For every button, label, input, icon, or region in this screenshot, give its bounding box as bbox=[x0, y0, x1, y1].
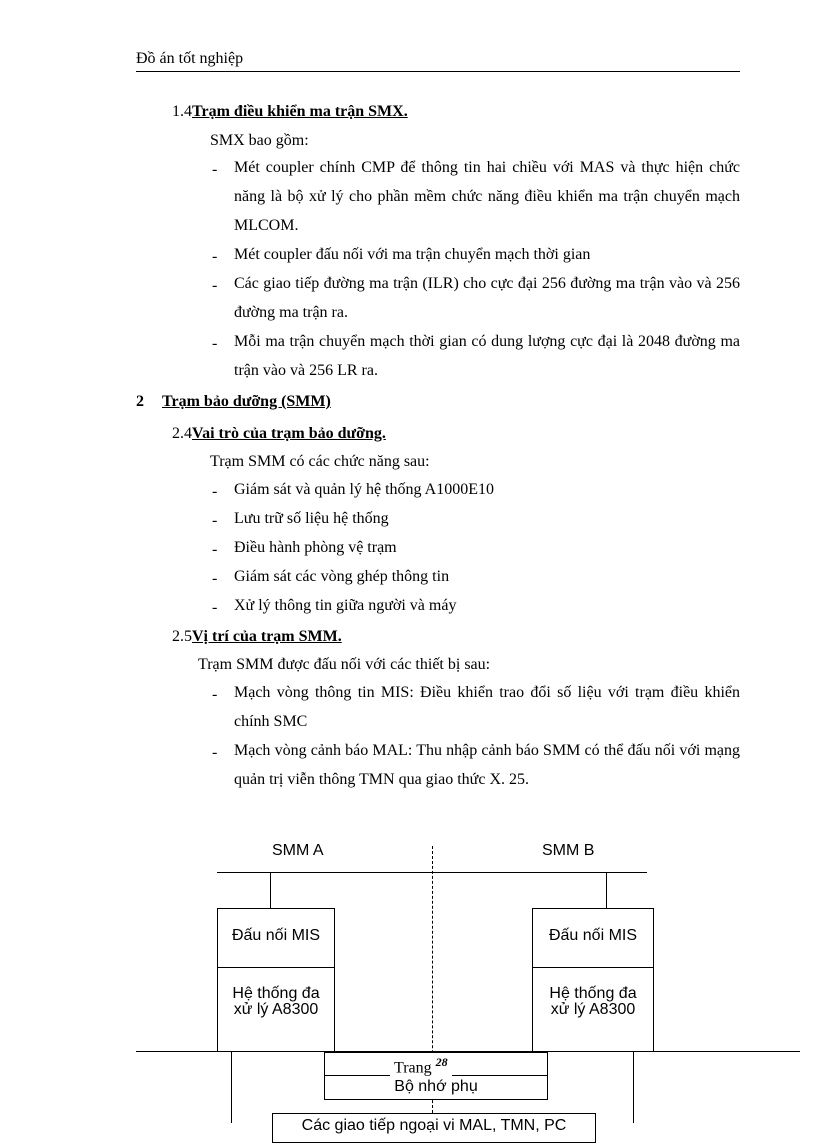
footer-rule bbox=[136, 1051, 800, 1052]
section-title: Vai trò của trạm bảo dưỡng. bbox=[192, 425, 386, 442]
list-item: Mạch vòng thông tin MIS: Điều khiển trao đổi số liệu với trạm điều khiển chính SMC bbox=[234, 684, 740, 730]
bullet-marker: - bbox=[212, 248, 218, 265]
section-heading-2-4 bbox=[172, 425, 386, 443]
list-item: Điều hành phòng vệ trạm bbox=[234, 539, 397, 556]
section-heading-1-4 bbox=[172, 103, 408, 121]
list-item: Lưu trữ số liệu hệ thống bbox=[234, 510, 389, 527]
lower-line-right bbox=[633, 1052, 634, 1123]
bullet-marker: - bbox=[212, 483, 218, 500]
document-header-title: Đồ án tốt nghiệp bbox=[136, 50, 244, 67]
lower-line-left bbox=[231, 1052, 232, 1123]
smm-b-label: SMM B bbox=[542, 842, 595, 859]
list-item: Mỗi ma trận chuyển mạch thời gian có dung lượng cực đại là 2048 đường ma trận vào và 256 LR ra. bbox=[234, 333, 740, 379]
list-item: Xử lý thông tin giữa người và máy bbox=[234, 597, 457, 614]
list-item: Mét coupler đấu nối với ma trận chuyển mạch thời gian bbox=[234, 246, 591, 263]
multiprocessor-box-a bbox=[217, 967, 335, 1052]
list-item: Mạch vòng cảnh báo MAL: Thu nhập cảnh báo SMM có thể đấu nối với mạng quản trị viễn thông TMN qua giao thức X. 25. bbox=[234, 742, 740, 788]
section-heading-2-5 bbox=[172, 628, 342, 646]
section-title: Trạm điều khiển ma trận SMX. bbox=[192, 103, 408, 120]
multiprocessor-box-b bbox=[532, 967, 654, 1052]
mis-connection-label: Đấu nối MIS bbox=[231, 927, 321, 944]
section-title: Vị trí của trạm SMM. bbox=[192, 628, 342, 645]
bullet-marker: - bbox=[212, 335, 218, 352]
mis-connection-box-a bbox=[217, 908, 335, 968]
list-item: Các giao tiếp đường ma trận (ILR) cho cực đại 256 đường ma trận vào và 256 đường ma trận ra. bbox=[234, 275, 740, 321]
bullet-marker: - bbox=[212, 541, 218, 558]
aux-memory-label: Bộ nhớ phụ bbox=[394, 1078, 478, 1095]
section-number: 2 bbox=[136, 393, 144, 410]
bullet-marker: - bbox=[212, 512, 218, 529]
page-number: 28 bbox=[435, 1055, 448, 1069]
bullet-marker: - bbox=[212, 277, 218, 294]
page-label: Trang bbox=[394, 1059, 432, 1077]
multiprocessor-label: Hệ thống đa xử lý A8300 bbox=[549, 985, 637, 1018]
multiprocessor-label: Hệ thống đa xử lý A8300 bbox=[232, 985, 320, 1018]
list-item: Mét coupler chính CMP để thông tin hai chiều với MAS và thực hiện chức năng là bộ xử lý cho phần mềm chức năng điều khiển ma trận chuyển mạch MLCOM. bbox=[234, 159, 740, 234]
mis-connection-box-b bbox=[532, 908, 654, 968]
section-title: Trạm bảo dưỡng (SMM) bbox=[162, 393, 331, 410]
mis-connection-label: Đấu nối MIS bbox=[548, 927, 638, 944]
bullet-marker: - bbox=[212, 686, 218, 703]
page-footer bbox=[390, 1055, 452, 1077]
section-intro: Trạm SMM được đấu nối với các thiết bị sau: bbox=[198, 656, 491, 673]
bullet-marker: - bbox=[212, 570, 218, 587]
section-intro: SMX bao gồm: bbox=[210, 132, 309, 149]
peripheral-interfaces-box bbox=[272, 1113, 596, 1143]
section-number: 2.5 bbox=[172, 628, 192, 645]
list-item: Giám sát các vòng ghép thông tin bbox=[234, 568, 450, 585]
peripheral-interfaces-label: Các giao tiếp ngoại vi MAL, TMN, PC bbox=[301, 1117, 567, 1134]
list-item: Giám sát và quản lý hệ thống A1000E10 bbox=[234, 481, 494, 498]
connector-line-b bbox=[606, 872, 607, 908]
smm-a-label: SMM A bbox=[272, 842, 324, 859]
section-number: 1.4 bbox=[172, 103, 192, 120]
bullet-marker: - bbox=[212, 161, 218, 178]
section-intro: Trạm SMM có các chức năng sau: bbox=[210, 453, 430, 470]
section-heading-2 bbox=[136, 393, 331, 411]
section-number: 2.4 bbox=[172, 425, 192, 442]
bullet-marker: - bbox=[212, 599, 218, 616]
header-divider bbox=[136, 71, 740, 72]
connector-line-a bbox=[270, 872, 271, 908]
bullet-marker: - bbox=[212, 744, 218, 761]
